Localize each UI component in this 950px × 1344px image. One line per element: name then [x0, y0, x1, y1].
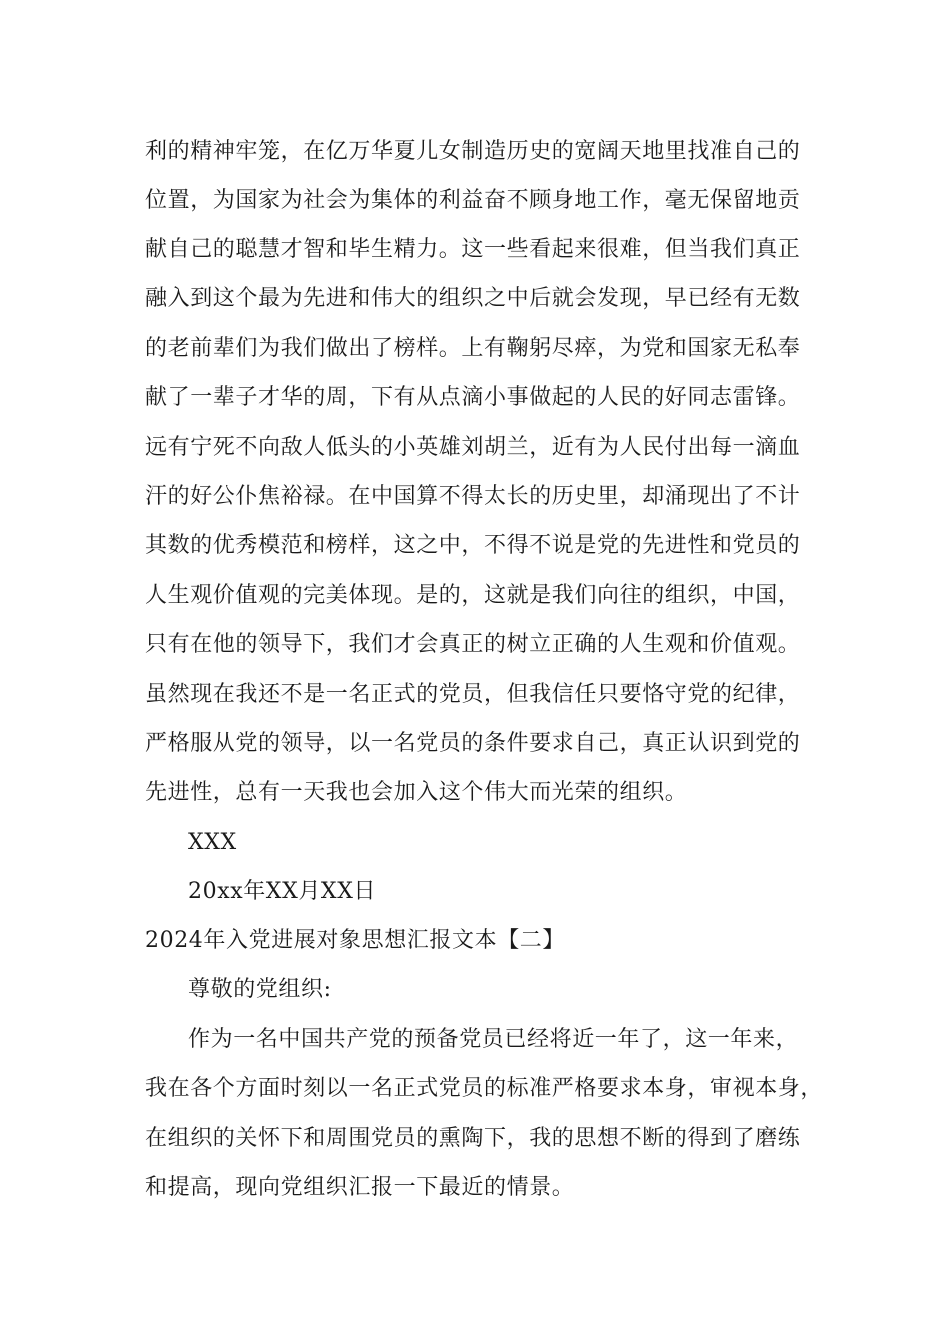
body-line: 利的精神牢笼，在亿万华夏儿女制造历史的宽阔天地里找准自己的	[145, 139, 801, 164]
body-line: 先进性，总有一天我也会加入这个伟大而光荣的组织。	[145, 780, 688, 805]
signature: XXX	[188, 830, 237, 855]
paragraph2-line: 作为一名中国共产党的预备党员已经将近一年了，这一年来，	[188, 1027, 799, 1052]
date: 20xx年XX月XX日	[188, 879, 377, 904]
body-line: 汗的好公仆焦裕禄。在中国算不得太长的历史里，却涌现出了不计	[145, 484, 801, 509]
paragraph2-line: 和提高，现向党组织汇报一下最近的情景。	[145, 1175, 575, 1200]
body-line: 人生观价值观的完美体现。是的，这就是我们向往的组织，中国，	[145, 583, 801, 608]
body-line: 献了一辈子才华的周，下有从点滴小事做起的人民的好同志雷锋。	[145, 385, 801, 410]
body-line: 融入到这个最为先进和伟大的组织之中后就会发现，早已经有无数	[145, 286, 801, 311]
paragraph2-line: 在组织的关怀下和周围党员的熏陶下，我的思想不断的得到了磨练	[145, 1126, 801, 1151]
body-line: 其数的优秀模范和榜样，这之中，不得不说是党的先进性和党员的	[145, 533, 801, 558]
section-title: 2024年入党进展对象思想汇报文本【二】	[145, 928, 565, 953]
body-line: 献自己的聪慧才智和毕生精力。这一些看起来很难，但当我们真正	[145, 237, 801, 262]
body-line: 远有宁死不向敌人低头的小英雄刘胡兰，近有为人民付出每一滴血	[145, 435, 801, 460]
body-line: 位置，为国家为社会为集体的利益奋不顾身地工作，毫无保留地贡	[145, 188, 801, 213]
body-line: 只有在他的领导下，我们才会真正的树立正确的人生观和价值观。	[145, 632, 801, 657]
body-line: 严格服从党的领导，以一名党员的条件要求自己，真正认识到党的	[145, 731, 801, 756]
body-line: 的老前辈们为我们做出了榜样。上有鞠躬尽瘁，为党和国家无私奉	[145, 336, 801, 361]
salutation: 尊敬的党组织:	[188, 977, 332, 1002]
paragraph2-line: 我在各个方面时刻以一名正式党员的标准严格要求本身，审视本身，	[145, 1076, 824, 1101]
body-line: 虽然现在我还不是一名正式的党员，但我信任只要恪守党的纪律，	[145, 682, 801, 707]
